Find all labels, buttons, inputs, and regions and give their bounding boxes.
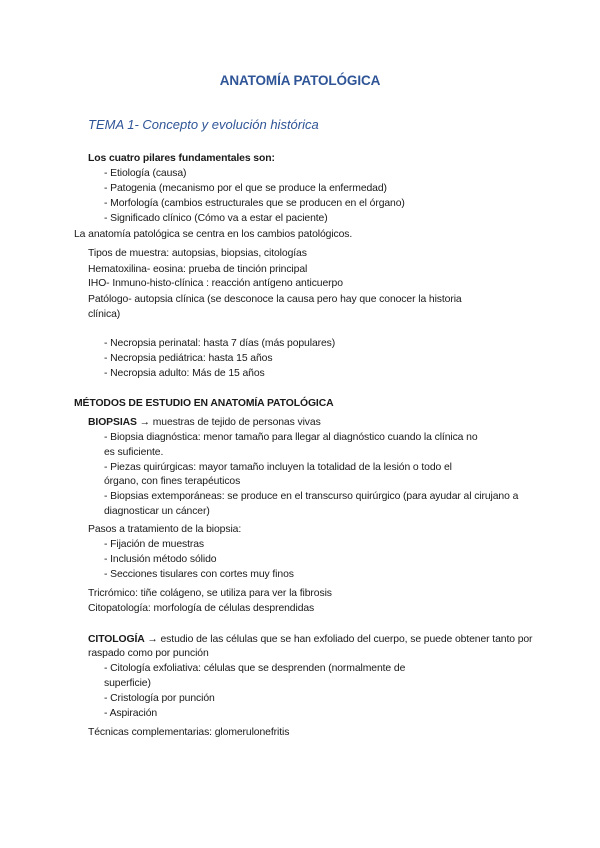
citologia-item: - Cristología por punción	[104, 693, 215, 704]
intro-line: clínica)	[88, 309, 121, 320]
biopsia-item-cont: diagnosticar un cáncer)	[104, 506, 210, 517]
pillar-item: - Patogenia (mecanismo por el que se produce la enfermedad)	[104, 183, 387, 194]
necropsia-item: - Necropsia pediátrica: hasta 15 años	[104, 353, 273, 364]
biopsias-label: BIOPSIAS	[88, 417, 137, 428]
page-title: ANATOMÍA PATOLÓGICA	[219, 73, 381, 88]
intro-line: La anatomía patológica se centra en los cambios patológicos.	[74, 229, 353, 240]
intro-line: IHO- Inmuno-histo-clínica : reacción antígeno anticuerpo	[88, 278, 343, 289]
citologia-item: - Citología exfoliativa: células que se desprenden (normalmente de	[104, 663, 406, 674]
biopsia-item-cont: órgano, con fines terapéuticos	[104, 476, 241, 487]
biopsias-line	[88, 416, 321, 429]
biopsia-item-cont: es suficiente.	[104, 447, 164, 458]
necropsia-item: - Necropsia adulto: Más de 15 años	[104, 368, 265, 379]
intro-line: Hematoxilina- eosina: prueba de tinción principal	[88, 264, 308, 275]
paso-item: - Inclusión método sólido	[104, 554, 217, 565]
paso-item: - Secciones tisulares con cortes muy finos	[104, 569, 294, 580]
biopsia-item: - Biopsia diagnóstica: menor tamaño para llegar al diagnóstico cuando la clínica no	[104, 432, 478, 443]
citopatologia-line: Citopatología: morfología de células desprendidas	[88, 603, 315, 614]
biopsia-item: - Biopsias extemporáneas: se produce en el transcurso quirúrgico (para ayudar al cirujano a	[104, 491, 519, 502]
pillar-item: - Morfología (cambios estructurales que se producen en el órgano)	[104, 198, 405, 209]
citologia-line	[88, 633, 532, 646]
pillars-heading: Los cuatro pilares fundamentales son:	[88, 153, 275, 164]
citologia-label: CITOLOGÍA	[88, 634, 145, 645]
paso-item: - Fijación de muestras	[104, 539, 205, 550]
tecnicas-line: Técnicas complementarias: glomerulonefritis	[88, 727, 290, 738]
biopsias-text: → muestras de tejido de personas vivas	[136, 417, 321, 428]
biopsia-item: - Piezas quirúrgicas: mayor tamaño incluyen la totalidad de la lesión o todo el	[104, 462, 452, 473]
pillar-item: - Significado clínico (Cómo va a estar el paciente)	[104, 213, 328, 224]
section-subtitle: TEMA 1- Concepto y evolución histórica	[88, 117, 319, 132]
tricromico-line: Tricrómico: tiñe colágeno, se utiliza para ver la fibrosis	[88, 588, 332, 599]
methods-heading: MÉTODOS DE ESTUDIO EN ANATOMÍA PATOLÓGICA	[74, 398, 334, 409]
pillar-item: - Etiología (causa)	[104, 168, 187, 179]
citologia-item-cont: superficie)	[104, 678, 151, 689]
necropsia-item: - Necropsia perinatal: hasta 7 días (más populares)	[104, 338, 336, 349]
intro-line: Patólogo- autopsia clínica (se desconoce la causa pero hay que conocer la historia	[88, 294, 462, 305]
citologia-line-2: raspado como por punción	[88, 648, 209, 659]
citologia-item: - Aspiración	[104, 708, 158, 719]
intro-line: Tipos de muestra: autopsias, biopsias, citologías	[88, 248, 307, 259]
pasos-heading: Pasos a tratamiento de la biopsia:	[88, 524, 242, 535]
citologia-text: → estudio de las células que se han exfoliado del cuerpo, se puede obtener tanto por	[144, 634, 533, 645]
